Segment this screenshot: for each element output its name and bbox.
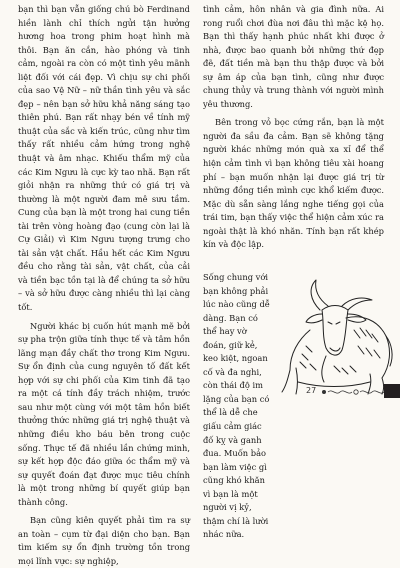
paragraph: Người khác bị cuốn hút mạnh mẽ bởi sự pha trộn giữa tính thực tế và tâm hồn lãng mạn đầy chất thơ trong Kim Ngưu. Sự ổn định của cung nguyên tố đất kết hợp với sự chi phối của Kim tinh đã tạo ra một cá tính đầy trách nhiệm, trước sau như một cùng với một tâm hồn biết thưởng thức những giá trị nghệ thuật và những điều kho báu bên trong cuộc sống. Thực tế đã nhiều lần chứng minh, sự kết hợp độc đáo giữa óc thẩm mỹ và sự quyết đoán đạt được mục tiêu chính là một trong những bí quyết giúp bạn thành công.	[18, 320, 190, 507]
paragraph: Bạn cũng kiên quyết phải tìm ra sự an toàn – cụm từ đại diện cho bạn. Bạn tìm kiếm sự ổn định trường tồn trong mọi lĩnh vực: sự nghiệp,	[18, 515, 190, 566]
left-text-column	[18, 3, 190, 568]
page-footer	[306, 386, 400, 398]
paragraph: Sống chung với bạn không phải lúc nào cũng dễ dàng. Bạn có thể hay vờ đoán, giữ kẻ, keo kiệt, ngoan cố và đa nghi, còn thái độ im lặng của bạn có thể là dễ che giấu cảm giác đố kỵ và ganh đua. Muốn bảo bạn làm việc gì cũng khó khăn vì bạn là một người vị kỷ, thậm chí là lười nhác nữa.	[203, 272, 270, 540]
page-number: 27	[306, 386, 317, 395]
paragraph: tình cảm, hôn nhân và gia đình nữa. Ai rong ruổi chơi đùa nơi đâu thì mặc kệ họ. Bạn thì thấy hạnh phúc nhất khi được ở nhà, được bao quanh bởi những thứ đẹp đẽ, đất tiền mà bạn thu thập được và bởi sự âm áp của bạn tình, cũng như được chung thủy và trung thành với người mình yêu thương.	[203, 4, 384, 109]
right-text-column	[203, 3, 384, 252]
bull-sketch-icon	[250, 270, 396, 396]
paragraph: bạn thì bạn vẫn giống chú bò Ferdinand hiền lành chỉ thích ngửi tận hưởng hương hoa trong phim hoạt hình mà thôi. Bạn ăn cắn, hào phóng và tinh cảm, ngoài ra còn có một tình yêu mãnh liệt đối với cái đẹp. Vì chịu sự chi phối của sao Vệ Nữ – nữ thần tình yêu và sắc đẹp – nên bạn sở hữu khả năng sáng tạo thiên phú. Bạn rất nhạy bén về tính mỹ thuật của sắc và kiến trúc, cũng như tìm thấy rất nhiều cảm hứng trong nghệ thuật và âm nhạc. Khiếu thẩm mỹ của các Kim Ngưu là cực kỳ tao nhã. Bạn rất giỏi nhận ra những thứ có giá trị và thường là một người đam mê sưu tầm. Cung của bạn là một trong hai cung tiền tài trên vòng hoàng đạo (cung còn lại là Cự Giải) vì Kim Ngưu tượng trưng cho tài sản vật chất. Hầu hết các Kim Ngưu đều cho rằng tài sản, vật chất, của cải và tiền bạc tồn tại là để chúng ta sở hữu – và sở hữu được càng nhiều thì lại càng tốt.	[18, 4, 190, 313]
paragraph: Bên trong vỏ bọc cứng rắn, bạn là một người đa sầu đa cảm. Bạn sẽ không tặng người khác những món quà xa xỉ để thể hiện cảm tình vì bạn không tiêu xài hoang phí – bạn muốn nhận lại được giá trị từ những đồng tiền mình cực khổ kiếm được. Mặc dù sẵn sàng lắng nghe tiếng gọi của trái tim, bạn thấy việc thể hiện cảm xúc ra ngoài thật là khó nhăn. Tính bạn rất khép kín và độc lập.	[203, 117, 384, 250]
ornament-icon	[320, 387, 390, 397]
page-edge-tab	[384, 384, 400, 398]
